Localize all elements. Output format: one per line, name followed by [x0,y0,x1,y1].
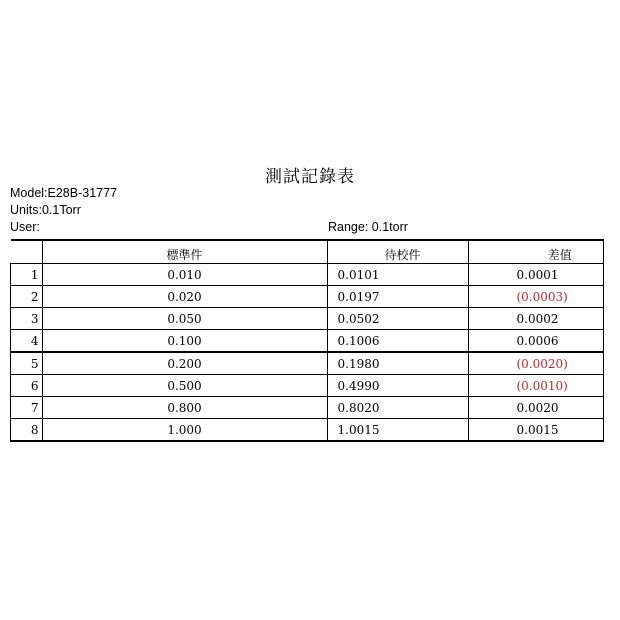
table-row [11,352,604,375]
row-index: 3 [11,308,43,330]
standard-value: 0.500 [42,375,327,397]
standard-value: 0.020 [42,286,327,308]
row-index: 8 [11,419,43,442]
table-row [11,419,604,442]
table-row [11,286,604,308]
user-label: User: [10,220,40,234]
header-standard: 標準件 [42,240,327,264]
header-dut: 待校件 [327,240,468,264]
table-header-row [11,240,604,264]
standard-value: 0.010 [42,264,327,286]
standard-value: 0.800 [42,397,327,419]
table-row [11,330,604,353]
dut-value: 0.0101 [327,264,468,286]
difference-value: 0.0020 [468,397,604,419]
difference-value: (0.0003) [468,286,604,308]
table-row [11,264,604,286]
dut-value: 0.0197 [327,286,468,308]
table-row [11,375,604,397]
table-row [11,308,604,330]
units-label: Units:0.1Torr [10,203,81,217]
row-index: 2 [11,286,43,308]
table-row [11,397,604,419]
range-label: Range: 0.1torr [328,220,408,234]
difference-value: 0.0006 [468,330,604,353]
standard-value: 0.100 [42,330,327,353]
difference-value: (0.0020) [468,352,604,375]
document-title: 測試記錄表 [265,167,355,187]
dut-value: 0.4990 [327,375,468,397]
row-index: 5 [11,352,43,375]
row-index: 6 [11,375,43,397]
dut-value: 0.0502 [327,308,468,330]
difference-value: (0.0010) [468,375,604,397]
header-index [11,240,43,264]
standard-value: 0.050 [42,308,327,330]
dut-value: 0.1006 [327,330,468,353]
test-record-table [10,239,604,442]
row-index: 7 [11,397,43,419]
difference-value: 0.0001 [468,264,604,286]
header-difference: 差值 [468,240,604,264]
difference-value: 0.0015 [468,419,604,442]
standard-value: 1.000 [42,419,327,442]
dut-value: 0.8020 [327,397,468,419]
dut-value: 1.0015 [327,419,468,442]
row-index: 4 [11,330,43,353]
model-label: Model:E28B-31777 [10,186,118,200]
difference-value: 0.0002 [468,308,604,330]
dut-value: 0.1980 [327,352,468,375]
row-index: 1 [11,264,43,286]
standard-value: 0.200 [42,352,327,375]
